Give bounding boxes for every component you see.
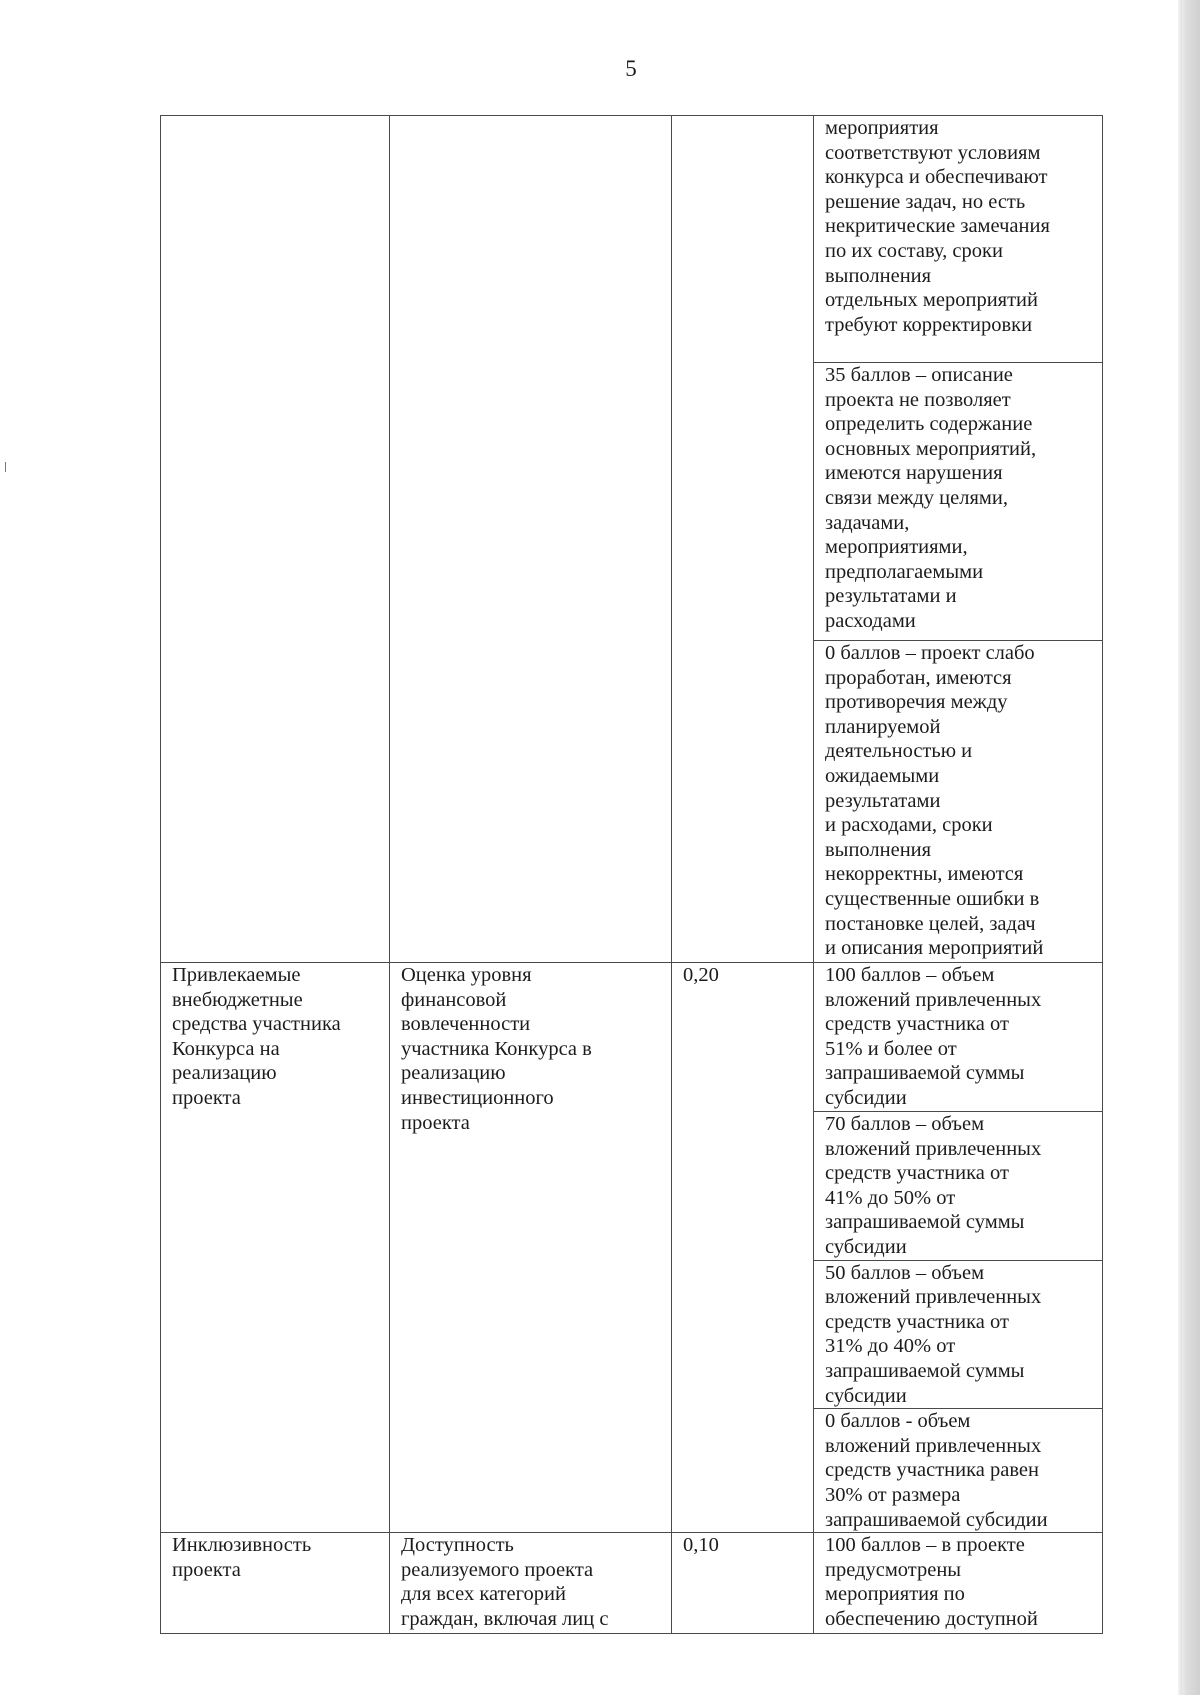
description-cell: Оценка уровня финансовой вовлеченности участника Конкурса в реализацию инвестиционного проекта	[390, 963, 672, 1533]
score-cell: мероприятия соответствуют условиям конкурса и обеспечивают решение задач, но есть некритические замечания по их составу, сроки выполнения отдельных мероприятий требуют корректировки	[814, 116, 1103, 363]
weight-cell	[672, 116, 814, 963]
page-number: 5	[625, 56, 637, 81]
score-cell: 50 баллов – объем вложений привлеченных средств участника от 31% до 40% от запрашиваемой суммы субсидии	[814, 1260, 1103, 1409]
criteria-table	[160, 115, 1103, 1634]
table-row	[161, 1533, 1103, 1634]
scan-artifact-mark	[5, 462, 6, 472]
table-row	[161, 116, 1103, 363]
score-cell: 0 баллов - объем вложений привлеченных средств участника равен 30% от размера запрашиваемой субсидии	[814, 1409, 1103, 1533]
score-cell: 35 баллов – описание проекта не позволяет определить содержание основных мероприятий, имеются нарушения связи между целями, задачами, мероприятиями, предполагаемыми результатами и расходами	[814, 363, 1103, 641]
weight-cell: 0,20	[672, 963, 814, 1533]
criterion-cell: Привлекаемые внебюджетные средства участника Конкурса на реализацию проекта	[161, 963, 390, 1533]
description-cell	[390, 116, 672, 963]
score-cell: 70 баллов – объем вложений привлеченных средств участника от 41% до 50% от запрашиваемой суммы субсидии	[814, 1112, 1103, 1261]
description-cell: Доступность реализуемого проекта для всех категорий граждан, включая лиц с	[390, 1533, 672, 1634]
score-cell: 100 баллов – объем вложений привлеченных средств участника от 51% и более от запрашиваемой суммы субсидии	[814, 963, 1103, 1112]
score-cell: 0 баллов – проект слабо проработан, имеются противоречия между планируемой деятельностью и ожидаемыми результатами и расходами, сроки выполнения некорректны, имеются существенные ошибки в постановке целей, задач и описания мероприятий	[814, 641, 1103, 963]
table-row	[161, 963, 1103, 1112]
criterion-cell: Инклюзивность проекта	[161, 1533, 390, 1634]
weight-cell: 0,10	[672, 1533, 814, 1634]
score-cell: 100 баллов – в проекте предусмотрены мероприятия по обеспечению доступной	[814, 1533, 1103, 1634]
criterion-cell	[161, 116, 390, 963]
scan-edge-shadow	[1178, 0, 1200, 1695]
